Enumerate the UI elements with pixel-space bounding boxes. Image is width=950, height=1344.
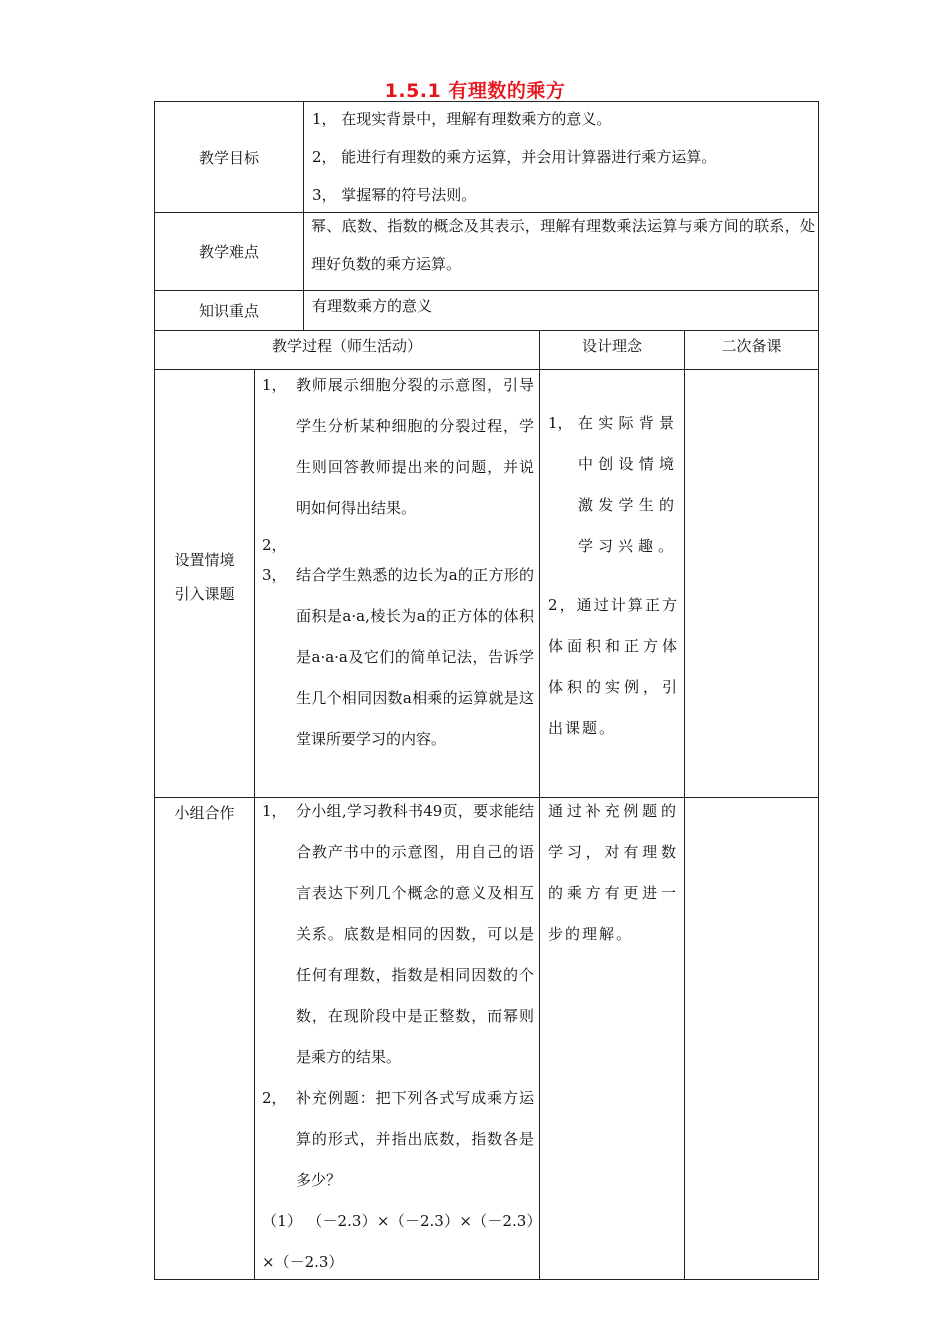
item-number: 2， [262, 1089, 287, 1107]
section1-label-line: 设置情境 [174, 551, 235, 569]
process-item [258, 1078, 534, 1201]
page-title: 1.5.1 有理数的乘方 [384, 80, 566, 102]
process-item [258, 555, 534, 760]
item-number: 1， [262, 802, 287, 820]
section2-process [258, 791, 534, 1283]
item-text: 分小组,学习教科书49页，要求能结合教产书中的示意图，用自己的语言表达下列几个概念的意义及相互关系。底数是相同的因数，可以是任何有理数，指数是相同因数的个数，在现阶段中是正整数，而幂则是乘方的结果。 [296, 802, 534, 1066]
section1-label-line: 引入课题 [174, 585, 235, 603]
example-expression: （1） （－2.3）×（－2.3）×（－2.3）×（－2.3） [262, 1212, 534, 1271]
goals-content [312, 100, 816, 214]
section1-label [155, 543, 254, 611]
table-divider [254, 369, 255, 1279]
table-divider [303, 101, 304, 330]
item-number: 1， [548, 414, 573, 432]
goals-label: 教学目标 [198, 148, 259, 167]
item-number: 2， [262, 536, 287, 554]
item-text: 结合学生熟悉的边长为a的正方形的面积是a·a,棱长为a的正方体的体积是a·a·a及它们的简单记法，告诉学生几个相同因数a相乘的运算就是这堂课所要学习的内容。 [296, 566, 534, 748]
header-design: 设计理念 [581, 336, 642, 355]
prep-notes-area[interactable] [685, 370, 818, 1279]
goal-item: 1， 在现实背景中，理解有理数乘方的意义。 [312, 110, 612, 128]
section1-design [544, 403, 679, 749]
design-item: 2，通过计算正方体面积和正方体体积的实例，引出课题。 [548, 596, 679, 737]
item-text: 补充例题：把下列各式写成乘方运算的形式，并指出底数，指数各是多少？ [296, 1089, 534, 1189]
item-number: 1， [262, 376, 287, 394]
section2-label: 小组合作 [174, 804, 235, 822]
item-text: 教师展示细胞分裂的示意图，引导学生分析某种细胞的分裂过程，学生则回答教师提出来的问题，并说明如何得出结果。 [296, 376, 534, 517]
process-item [258, 791, 534, 1078]
goal-item: 2， 能进行有理数的乘方运算，并会用计算器进行乘方运算。 [312, 148, 717, 166]
goal-item: 3， 掌握幂的符号法则。 [312, 186, 477, 204]
header-process: 教学过程（师生活动） [271, 336, 422, 355]
table-divider [539, 330, 540, 1279]
item-number: 3， [262, 566, 287, 584]
item-text: 在实际背景中创设情境激发学生的学习兴趣。 [578, 414, 679, 555]
difficulty-text: 幂、底数、指数的概念及其表示，理解有理数乘法运算与乘方间的联系，处理好负数的乘方运算。 [311, 217, 815, 273]
header-prep: 二次备课 [721, 336, 782, 355]
design-item [544, 403, 679, 567]
difficulty-label: 教学难点 [198, 243, 259, 261]
section2-design: 通过补充例题的学习，对有理数的乘方有更进一步的理解。 [548, 802, 678, 943]
process-item [258, 365, 534, 529]
key-points-label: 知识重点 [198, 302, 259, 320]
section1-process [258, 365, 534, 760]
process-item [258, 535, 534, 555]
table-border-right [818, 101, 819, 1279]
key-points-text: 有理数乘方的意义 [312, 297, 433, 315]
